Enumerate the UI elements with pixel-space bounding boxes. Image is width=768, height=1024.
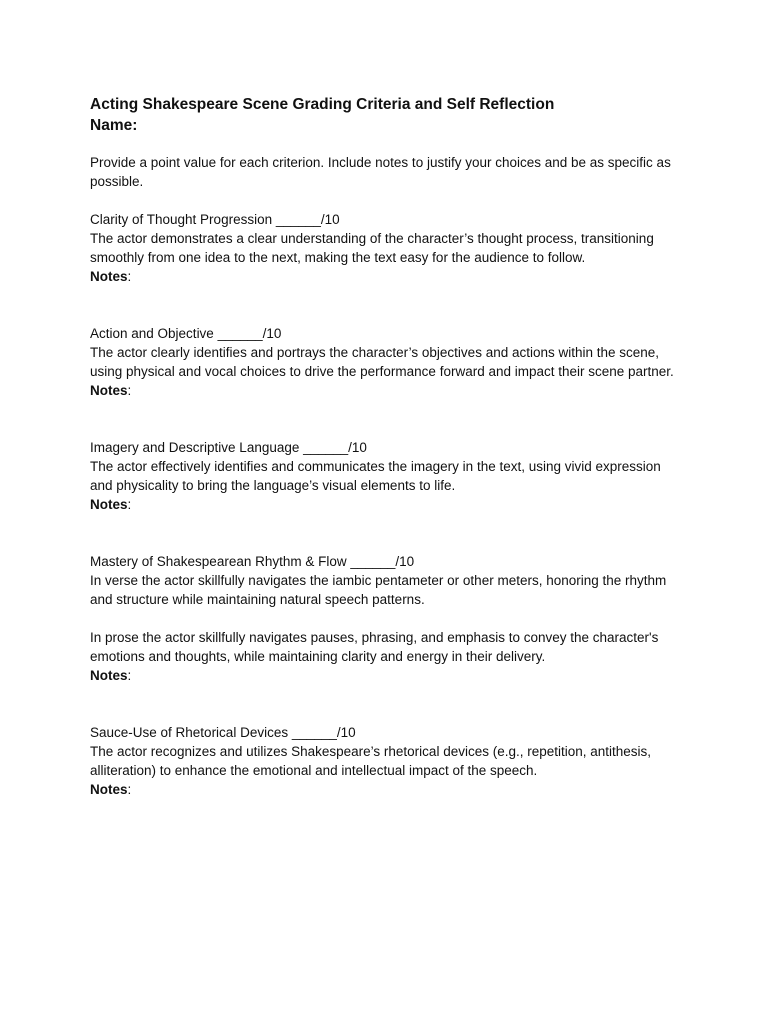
notes-label: Notes xyxy=(90,668,128,683)
criterion-description-verse: In verse the actor skillfully navigates the iambic pentameter or other meters, honoring the rhythm and structure while maintaining natural speech patterns. xyxy=(90,573,667,607)
document-page xyxy=(90,94,680,799)
criterion-description: The actor demonstrates a clear understanding of the character’s thought process, transitioning smoothly from one idea to the next, making the text easy for the audience to follow. xyxy=(90,231,654,265)
criterion-description: The actor effectively identifies and communicates the imagery in the text, using vivid expression and physicality to bring the language’s visual elements to life. xyxy=(90,459,661,493)
criterion-heading: Mastery of Shakespearean Rhythm & Flow ______/10 xyxy=(90,554,415,569)
criterion-heading: Sauce-Use of Rhetorical Devices ______/10 xyxy=(90,725,356,740)
criterion-heading: Action and Objective ______/10 xyxy=(90,326,282,341)
criterion-heading: Clarity of Thought Progression ______/10 xyxy=(90,212,340,227)
document-title: Acting Shakespeare Scene Grading Criteria and Self Reflection xyxy=(90,96,555,113)
criterion-heading: Imagery and Descriptive Language ______/10 xyxy=(90,440,367,455)
notes-label: Notes xyxy=(90,269,128,284)
criterion-description-prose: In prose the actor skillfully navigates pauses, phrasing, and emphasis to convey the character's emotions and thoughts, while maintaining clarity and energy in their delivery. xyxy=(90,630,659,664)
criterion-rhythm-flow xyxy=(90,552,680,685)
criterion-clarity xyxy=(90,210,680,286)
notes-line xyxy=(90,381,680,400)
criterion-description: The actor clearly identifies and portrays the character’s objectives and actions within the scene, using physical and vocal choices to drive the performance forward and impact their scene partner. xyxy=(90,345,674,379)
intro-paragraph: Provide a point value for each criterion. Include notes to justify your choices and be as specific as possible. xyxy=(90,155,671,189)
notes-label: Notes xyxy=(90,782,128,797)
notes-colon: : xyxy=(127,497,132,512)
criterion-rhetorical-devices xyxy=(90,723,680,799)
notes-colon: : xyxy=(127,782,132,797)
notes-label: Notes xyxy=(90,497,128,512)
notes-colon: : xyxy=(127,383,132,398)
name-label: Name: xyxy=(90,117,138,134)
notes-line xyxy=(90,780,680,799)
notes-label: Notes xyxy=(90,383,128,398)
notes-colon: : xyxy=(127,668,132,683)
criterion-action-objective xyxy=(90,324,680,400)
criterion-imagery xyxy=(90,438,680,514)
notes-line xyxy=(90,267,680,286)
notes-colon: : xyxy=(127,269,132,284)
criterion-description: The actor recognizes and utilizes Shakespeare’s rhetorical devices (e.g., repetition, antithesis, alliteration) to enhance the emotional and intellectual impact of the speech. xyxy=(90,744,652,778)
notes-line xyxy=(90,495,680,514)
notes-line xyxy=(90,666,680,685)
